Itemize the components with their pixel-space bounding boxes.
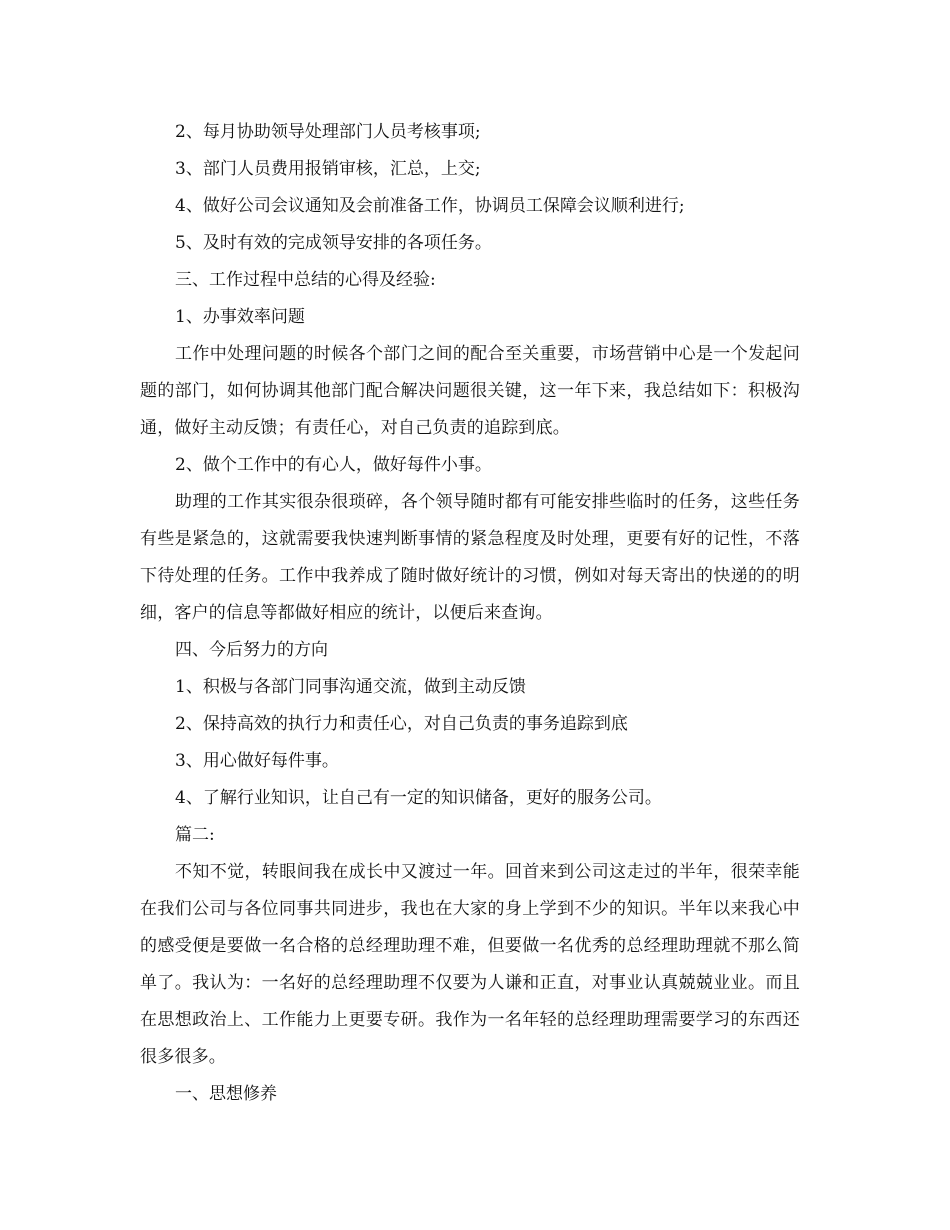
document-body (140, 114, 800, 1113)
part-heading-two: 篇二: (175, 825, 215, 845)
body-paragraph-assistant-work: 助理的工作其实很杂很琐碎，各个领导随时都有可能安排些临时的任务，这些任务有些是紧急的，这就需要我快速判断事情的紧急程度及时处理，更要有好的记性，不落下待处理的任务。工作中我养成了随时做好统计的习惯，例如对每天寄出的快递的的明细，客户的信息等都做好相应的统计，以便后来查询。 (140, 492, 800, 623)
body-paragraph-coordination: 工作中处理问题的时候各个部门之间的配合至关重要，市场营销中心是一个发起问题的部门，如何协调其他部门配合解决问题很关键，这一年下来，我总结如下：积极沟通，做好主动反馈；有责任心，对自己负责的追踪到底。 (140, 344, 800, 438)
list-item-complete-tasks: 5、及时有效的完成领导安排的各项任务。 (175, 233, 492, 253)
body-paragraph-reflection: 不知不觉，转眼间我在成长中又渡过一年。回首来到公司这走过的半年，很荣幸能在我们公司与各位同事共同进步，我也在大家的身上学到不少的知识。半年以来我心中的感受便是要做一名合格的总经理助理不难，但要做一名优秀的总经理助理就不那么简单了。我认为：一名好的总经理助理不仅要为人谦和正直，对事业认真兢兢业业。而且在思想政治上、工作能力上更要专研。我作为一名年轻的总经理助理需要学习的东西还很多很多。 (140, 862, 800, 1067)
list-item-execution: 2、保持高效的执行力和责任心，对自己负责的事务追踪到底 (175, 714, 628, 734)
section-heading-ideology: 一、思想修养 (175, 1084, 277, 1104)
list-item-communication: 1、积极与各部门同事沟通交流，做到主动反馈 (175, 677, 526, 697)
list-item-expense-review: 3、部门人员费用报销审核，汇总，上交; (175, 159, 481, 179)
section-heading-future-direction: 四、今后努力的方向 (175, 640, 328, 660)
subheading-efficiency: 1、办事效率问题 (175, 307, 305, 327)
section-heading-experience: 三、工作过程中总结的心得及经验: (175, 270, 436, 290)
list-item-industry-knowledge: 4、了解行业知识，让自己有一定的知识储备，更好的服务公司。 (175, 788, 662, 808)
list-item-meeting-preparation: 4、做好公司会议通知及会前准备工作，协调员工保障会议顺利进行; (175, 196, 685, 216)
subheading-attentive-worker: 2、做个工作中的有心人，做好每件小事。 (175, 455, 492, 475)
list-item-monthly-assessment: 2、每月协助领导处理部门人员考核事项; (175, 122, 481, 142)
list-item-diligence: 3、用心做好每件事。 (175, 751, 339, 771)
